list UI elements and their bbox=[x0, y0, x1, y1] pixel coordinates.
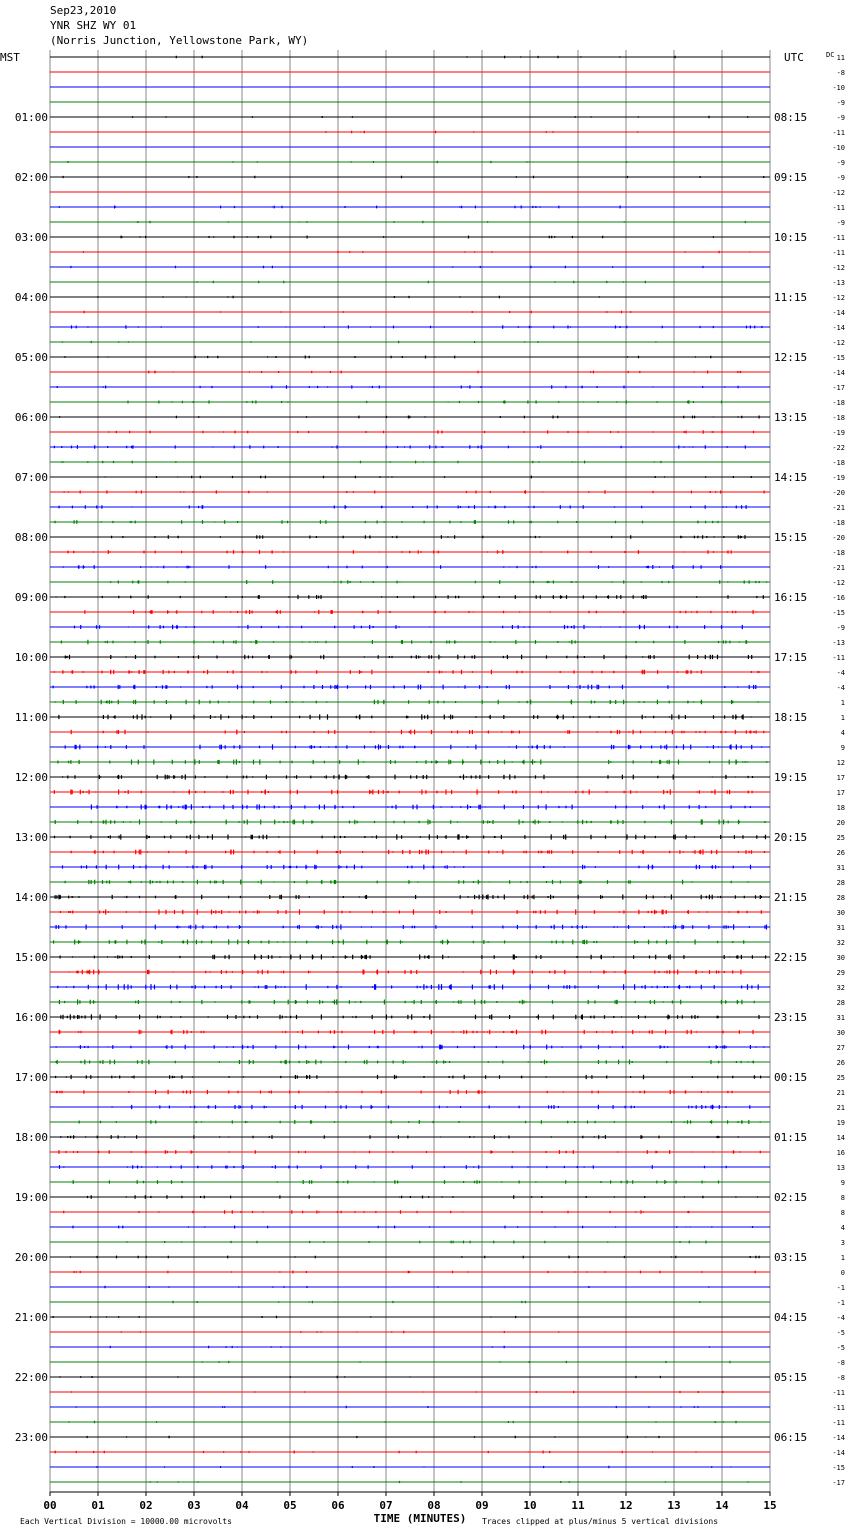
mst-hour-label: 13:00 bbox=[14, 831, 48, 844]
dc-offset-label: 11 bbox=[836, 54, 845, 62]
dc-offset-label: 21 bbox=[836, 1104, 845, 1112]
mst-hour-label: 20:00 bbox=[14, 1251, 48, 1264]
dc-offset-label: 25 bbox=[836, 1074, 845, 1082]
mst-hour-label: 16:00 bbox=[14, 1011, 48, 1024]
utc-hour-label: 15:15 bbox=[774, 531, 808, 544]
dc-offset-label: 3 bbox=[840, 1239, 845, 1247]
mst-hour-label: 15:00 bbox=[14, 951, 48, 964]
utc-hour-label: 19:15 bbox=[774, 771, 808, 784]
dc-offset-label: 25 bbox=[836, 834, 845, 842]
mst-hour-label: 18:00 bbox=[14, 1131, 48, 1144]
dc-offset-label: -17 bbox=[832, 1479, 845, 1487]
x-tick-label: 02 bbox=[139, 1499, 153, 1512]
mst-hour-label: 10:00 bbox=[14, 651, 48, 664]
dc-offset-label: -17 bbox=[832, 384, 845, 392]
dc-offset-label: -9 bbox=[836, 624, 845, 632]
dc-offset-label: 26 bbox=[836, 1059, 845, 1067]
dc-offset-label: 1 bbox=[840, 1254, 845, 1262]
dc-offset-label: -11 bbox=[832, 249, 845, 257]
dc-offset-label: 16 bbox=[836, 1149, 845, 1157]
x-tick-label: 12 bbox=[619, 1499, 633, 1512]
dc-offset-label: -1 bbox=[836, 1299, 845, 1307]
mst-hour-label: 05:00 bbox=[14, 351, 48, 364]
utc-hour-label: 08:15 bbox=[774, 111, 808, 124]
x-tick-label: 15 bbox=[763, 1499, 777, 1512]
dc-offset-label: 4 bbox=[840, 1224, 845, 1232]
x-tick-label: 05 bbox=[283, 1499, 297, 1512]
dc-offset-label: -8 bbox=[836, 69, 845, 77]
dc-offset-label: -19 bbox=[832, 474, 845, 482]
dc-offset-label: -11 bbox=[832, 234, 845, 242]
utc-hour-label: 11:15 bbox=[774, 291, 808, 304]
dc-offset-label: -18 bbox=[832, 399, 845, 407]
dc-offset-label: -22 bbox=[832, 444, 845, 452]
x-tick-label: 07 bbox=[379, 1499, 393, 1512]
mst-hour-label: 09:00 bbox=[14, 591, 48, 604]
dc-offset-label: -14 bbox=[832, 369, 845, 377]
dc-offset-label: -12 bbox=[832, 264, 845, 272]
dc-offset-label: -9 bbox=[836, 99, 845, 107]
mst-axis-label: MST bbox=[0, 51, 20, 64]
mst-hour-label: 08:00 bbox=[14, 531, 48, 544]
dc-offset-label: -10 bbox=[832, 144, 845, 152]
x-tick-label: 06 bbox=[331, 1499, 345, 1512]
mst-hour-label: 06:00 bbox=[14, 411, 48, 424]
dc-offset-label: 30 bbox=[836, 954, 845, 962]
dc-offset-label: -16 bbox=[832, 594, 845, 602]
dc-offset-label: -9 bbox=[836, 219, 845, 227]
dc-offset-label: -14 bbox=[832, 1449, 845, 1457]
x-tick-label: 04 bbox=[235, 1499, 249, 1512]
mst-hour-label: 23:00 bbox=[14, 1431, 48, 1444]
dc-offset-label: -12 bbox=[832, 339, 845, 347]
dc-offset-label: -10 bbox=[832, 84, 845, 92]
dc-offset-label: -1 bbox=[836, 1284, 845, 1292]
dc-offset-label: -11 bbox=[832, 654, 845, 662]
utc-hour-label: 12:15 bbox=[774, 351, 808, 364]
dc-offset-label: 0 bbox=[840, 1269, 845, 1277]
dc-offset-label: 26 bbox=[836, 849, 845, 857]
footer-scale-note: Each Vertical Division = 10000.00 microvolts bbox=[20, 1517, 232, 1526]
mst-hour-label: 03:00 bbox=[14, 231, 48, 244]
dc-offset-label: -15 bbox=[832, 1464, 845, 1472]
dc-offset-label: -18 bbox=[832, 549, 845, 557]
utc-hour-label: 09:15 bbox=[774, 171, 808, 184]
dc-offset-label: 32 bbox=[836, 984, 845, 992]
dc-offset-label: -11 bbox=[832, 1404, 845, 1412]
utc-hour-label: 00:15 bbox=[774, 1071, 808, 1084]
dc-axis-label: DC bbox=[826, 51, 835, 59]
dc-offset-label: -15 bbox=[832, 609, 845, 617]
dc-offset-label: 30 bbox=[836, 1029, 845, 1037]
dc-offset-label: -8 bbox=[836, 1359, 845, 1367]
utc-hour-label: 14:15 bbox=[774, 471, 808, 484]
dc-offset-label: 28 bbox=[836, 894, 845, 902]
dc-offset-label: -14 bbox=[832, 309, 845, 317]
x-tick-label: 08 bbox=[427, 1499, 441, 1512]
utc-hour-label: 06:15 bbox=[774, 1431, 808, 1444]
dc-offset-label: 8 bbox=[840, 1194, 845, 1202]
dc-offset-label: 17 bbox=[836, 774, 845, 782]
utc-hour-label: 23:15 bbox=[774, 1011, 808, 1024]
dc-offset-label: -11 bbox=[832, 129, 845, 137]
mst-hour-label: 02:00 bbox=[14, 171, 48, 184]
dc-offset-label: 31 bbox=[836, 1014, 845, 1022]
x-tick-label: 11 bbox=[571, 1499, 585, 1512]
mst-hour-label: 14:00 bbox=[14, 891, 48, 904]
date-label: Sep23,2010 bbox=[50, 4, 117, 17]
dc-offset-label: 20 bbox=[836, 819, 845, 827]
dc-offset-label: -18 bbox=[832, 414, 845, 422]
mst-hour-label: 07:00 bbox=[14, 471, 48, 484]
dc-offset-label: -13 bbox=[832, 279, 845, 287]
dc-offset-label: -15 bbox=[832, 354, 845, 362]
dc-offset-label: -13 bbox=[832, 639, 845, 647]
dc-offset-label: 28 bbox=[836, 999, 845, 1007]
dc-offset-label: -4 bbox=[836, 1314, 845, 1322]
x-tick-label: 01 bbox=[91, 1499, 105, 1512]
x-axis-title: TIME (MINUTES) bbox=[373, 1512, 467, 1525]
dc-offset-label: 13 bbox=[836, 1164, 845, 1172]
utc-hour-label: 10:15 bbox=[774, 231, 808, 244]
dc-offset-label: -18 bbox=[832, 519, 845, 527]
utc-hour-label: 17:15 bbox=[774, 651, 808, 664]
mst-hour-label: 19:00 bbox=[14, 1191, 48, 1204]
dc-offset-label: -14 bbox=[832, 1434, 845, 1442]
dc-offset-label: -9 bbox=[836, 159, 845, 167]
mst-hour-label: 01:00 bbox=[14, 111, 48, 124]
dc-offset-label: -8 bbox=[836, 1374, 845, 1382]
dc-offset-label: 29 bbox=[836, 969, 845, 977]
dc-offset-label: 9 bbox=[840, 1179, 845, 1187]
dc-offset-label: -20 bbox=[832, 534, 845, 542]
utc-hour-label: 01:15 bbox=[774, 1131, 808, 1144]
mst-hour-label: 11:00 bbox=[14, 711, 48, 724]
utc-hour-label: 05:15 bbox=[774, 1371, 808, 1384]
x-tick-label: 13 bbox=[667, 1499, 681, 1512]
dc-offset-label: -5 bbox=[836, 1329, 845, 1337]
utc-hour-label: 03:15 bbox=[774, 1251, 808, 1264]
dc-offset-label: 1 bbox=[840, 699, 845, 707]
utc-hour-label: 21:15 bbox=[774, 891, 808, 904]
dc-offset-label: 14 bbox=[836, 1134, 845, 1142]
dc-offset-label: -21 bbox=[832, 504, 845, 512]
utc-hour-label: 13:15 bbox=[774, 411, 808, 424]
mst-hour-label: 21:00 bbox=[14, 1311, 48, 1324]
dc-offset-label: -9 bbox=[836, 174, 845, 182]
utc-axis-label: UTC bbox=[784, 51, 804, 64]
dc-offset-label: 17 bbox=[836, 789, 845, 797]
dc-offset-label: 4 bbox=[840, 729, 845, 737]
mst-hour-label: 17:00 bbox=[14, 1071, 48, 1084]
dc-offset-label: -21 bbox=[832, 564, 845, 572]
dc-offset-label: 12 bbox=[836, 759, 845, 767]
dc-offset-label: -9 bbox=[836, 114, 845, 122]
dc-offset-label: 32 bbox=[836, 939, 845, 947]
dc-offset-label: -12 bbox=[832, 189, 845, 197]
mst-hour-label: 22:00 bbox=[14, 1371, 48, 1384]
utc-hour-label: 22:15 bbox=[774, 951, 808, 964]
dc-offset-label: -4 bbox=[836, 669, 845, 677]
dc-offset-label: 21 bbox=[836, 1089, 845, 1097]
dc-offset-label: 9 bbox=[840, 744, 845, 752]
dc-offset-label: -4 bbox=[836, 684, 845, 692]
x-tick-label: 00 bbox=[43, 1499, 57, 1512]
dc-offset-label: 27 bbox=[836, 1044, 845, 1052]
x-tick-label: 14 bbox=[715, 1499, 729, 1512]
dc-offset-label: -20 bbox=[832, 489, 845, 497]
dc-offset-label: 31 bbox=[836, 864, 845, 872]
dc-offset-label: 18 bbox=[836, 804, 845, 812]
x-tick-label: 03 bbox=[187, 1499, 201, 1512]
dc-offset-label: -11 bbox=[832, 1419, 845, 1427]
dc-offset-label: -11 bbox=[832, 1389, 845, 1397]
utc-hour-label: 20:15 bbox=[774, 831, 808, 844]
utc-hour-label: 18:15 bbox=[774, 711, 808, 724]
utc-hour-label: 02:15 bbox=[774, 1191, 808, 1204]
dc-offset-label: -5 bbox=[836, 1344, 845, 1352]
mst-hour-label: 12:00 bbox=[14, 771, 48, 784]
dc-offset-label: -12 bbox=[832, 294, 845, 302]
dc-offset-label: -12 bbox=[832, 579, 845, 587]
mst-hour-label: 04:00 bbox=[14, 291, 48, 304]
dc-offset-label: 31 bbox=[836, 924, 845, 932]
footer-clip-note: Traces clipped at plus/minus 5 vertical divisions bbox=[482, 1517, 719, 1526]
dc-offset-label: -18 bbox=[832, 459, 845, 467]
dc-offset-label: 8 bbox=[840, 1209, 845, 1217]
dc-offset-label: 19 bbox=[836, 1119, 845, 1127]
dc-offset-label: 1 bbox=[840, 714, 845, 722]
station-label: YNR SHZ WY 01 bbox=[50, 19, 137, 32]
utc-hour-label: 16:15 bbox=[774, 591, 808, 604]
dc-offset-label: 28 bbox=[836, 879, 845, 887]
dc-offset-label: -11 bbox=[832, 204, 845, 212]
dc-offset-label: -14 bbox=[832, 324, 845, 332]
dc-offset-label: -19 bbox=[832, 429, 845, 437]
x-tick-label: 10 bbox=[523, 1499, 537, 1512]
utc-hour-label: 04:15 bbox=[774, 1311, 808, 1324]
dc-offset-label: 30 bbox=[836, 909, 845, 917]
x-tick-label: 09 bbox=[475, 1499, 489, 1512]
location-label: (Norris Junction, Yellowstone Park, WY) bbox=[50, 34, 309, 47]
